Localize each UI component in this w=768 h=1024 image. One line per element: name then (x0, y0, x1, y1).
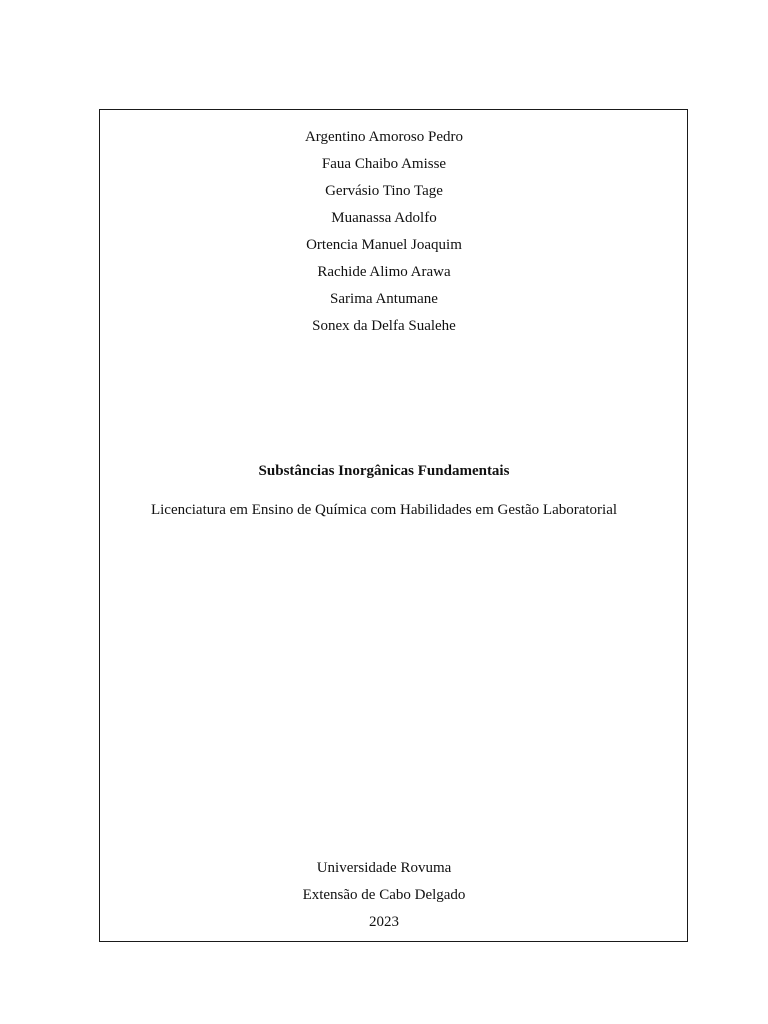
author-name: Argentino Amoroso Pedro (304, 129, 464, 145)
author-name: Gervásio Tino Tage (325, 183, 443, 199)
campus-name: Extensão de Cabo Delgado (302, 887, 466, 903)
author-list (0, 124, 768, 340)
document-title: Substâncias Inorgânicas Fundamentais (258, 463, 510, 479)
year: 2023 (369, 914, 399, 930)
author-name: Sarima Antumane (330, 291, 438, 307)
author-name: Muanassa Adolfo (331, 210, 437, 226)
author-name: Rachide Alimo Arawa (317, 264, 451, 280)
course-name: Licenciatura em Ensino de Química com Habilidades em Gestão Laboratorial (150, 502, 618, 518)
institution-block (0, 855, 768, 936)
university-name: Universidade Rovuma (316, 860, 452, 876)
author-name: Sonex da Delfa Sualehe (312, 318, 456, 334)
author-name: Faua Chaibo Amisse (321, 156, 447, 172)
author-name: Ortencia Manuel Joaquim (306, 237, 462, 253)
